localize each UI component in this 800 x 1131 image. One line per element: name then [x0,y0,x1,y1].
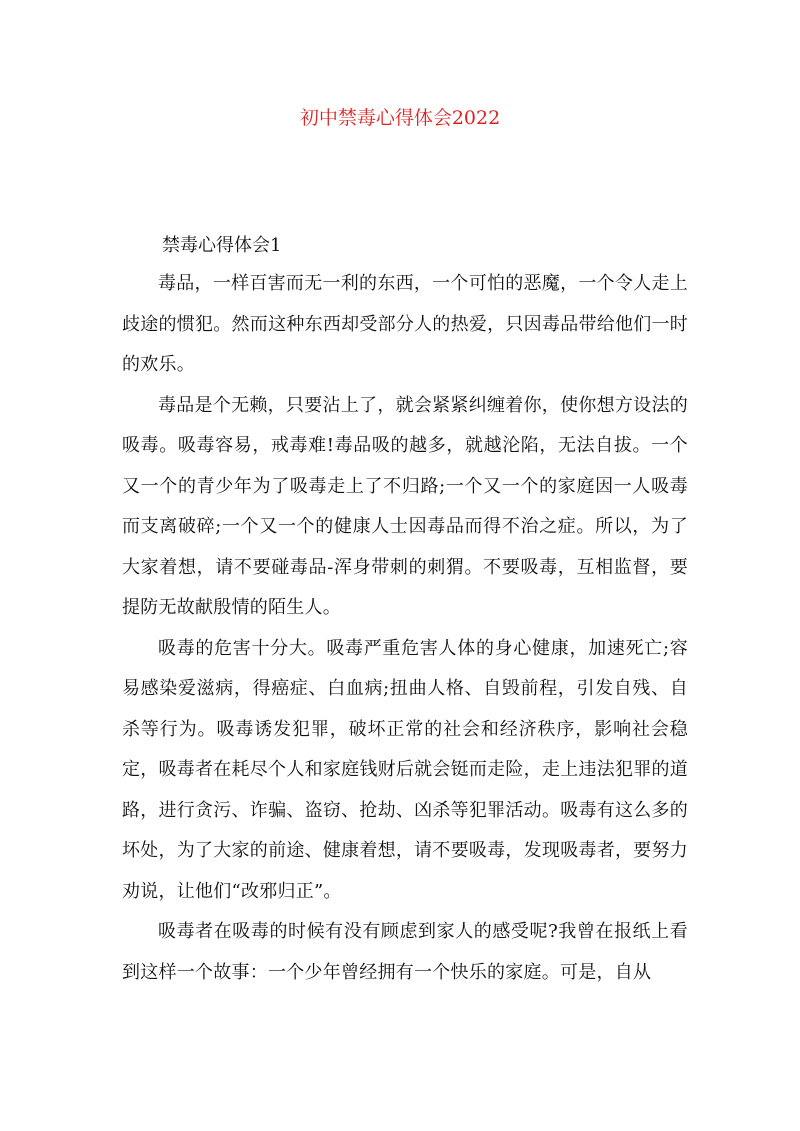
paragraph-4: 吸毒者在吸毒的时候有没有顾虑到家人的感受呢?我曾在报纸上看到这样一个故事：一个少年曾经拥有一个快乐的家庭。可是，自从 [122,921,688,983]
paragraph-3: 吸毒的危害十分大。吸毒严重危害人体的身心健康，加速死亡;容易感染爱滋病，得癌症、白血病;扭曲人格、自毁前程，引发自残、自杀等行为。吸毒诱发犯罪，破坏正常的社会和经济秩序，影响社会稳定，吸毒者在耗尽个人和家庭钱财后就会铤而走险，走上违法犯罪的道路，进行贪污、诈骗、盗窃、抢劫、凶杀等犯罪活动。吸毒有这么多的坏处，为了大家的前途、健康着想，请不要吸毒，发现吸毒者，要努力劝说，让他们“改邪归正”。 [122,637,688,902]
document-title: 初中禁毒心得体会2022 [299,107,501,129]
paragraph-1: 毒品，一样百害而无一利的东西，一个可怕的恶魔，一个令人走上歧途的惯犯。然而这种东西却受部分人的热爱，只因毒品带给他们一时的欢乐。 [122,273,688,375]
document-body [122,264,688,993]
section-heading: 禁毒心得体会1 [162,235,282,256]
paragraph-2: 毒品是个无赖，只要沾上了，就会紧紧纠缠着你，使你想方设法的吸毒。吸毒容易，戒毒难!毒品吸的越多，就越沦陷，无法自拔。一个又一个的青少年为了吸毒走上了不归路;一个又一个的家庭因一人吸毒而支离破碎;一个又一个的健康人士因毒品而得不治之症。所以，为了大家着想，请不要碰毒品-浑身带刺的刺猬。不要吸毒，互相监督，要提防无故献殷情的陌生人。 [122,394,688,618]
